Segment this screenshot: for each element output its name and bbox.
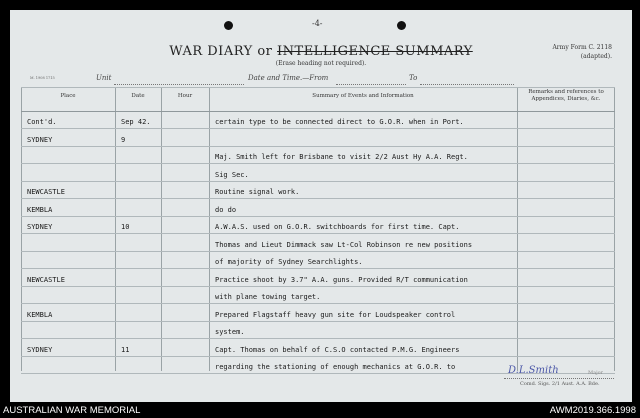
diary-sheet (10, 10, 632, 402)
row-summary: Thomas and Lieut Dimmack saw Lt-Col Robinson re new positions (215, 240, 473, 249)
unit-rule (114, 84, 244, 85)
row-rule (21, 163, 615, 164)
row-rule (21, 181, 615, 182)
col-header-place: Place (60, 93, 76, 99)
row-rule (21, 338, 615, 339)
col-header-summary: Summary of Events and Information (312, 93, 414, 99)
row-rule (21, 198, 615, 199)
unit-label: Unit (96, 74, 112, 82)
header-rule (21, 111, 615, 112)
signature-rank: Major (588, 370, 604, 376)
row-place: SYDNEY (27, 135, 53, 144)
punch-hole-right (397, 21, 406, 30)
form-code: M. 1908 1715 (30, 76, 55, 80)
title-intelligence-summary: INTELLIGENCE SUMMARY (277, 44, 473, 59)
form-reference (552, 43, 612, 61)
col-border (517, 87, 518, 371)
punch-hole-left (224, 21, 233, 30)
col-header-hour: Hour (177, 93, 193, 99)
row-summary: A.W.A.S. used on G.O.R. switchboards for first time. Capt. (215, 223, 460, 231)
row-place: SYDNEY (27, 223, 53, 231)
row-date: 9 (121, 135, 126, 144)
row-summary: Routine signal work. (215, 188, 300, 196)
row-place: SYDNEY (27, 345, 53, 354)
footer-institution: AUSTRALIAN WAR MEMORIAL (3, 405, 141, 416)
col-border (209, 87, 210, 371)
col-border (21, 87, 22, 371)
row-summary: do do (215, 205, 237, 214)
to-label: To (409, 74, 418, 82)
row-summary: with plane towing target. (215, 293, 321, 301)
row-place: KEMBLA (27, 310, 53, 319)
form-reference-line2: (adapted). (580, 53, 612, 60)
row-summary: regarding the stationing of enough mechanics at G.O.R. to (215, 363, 456, 371)
row-date: 10 (121, 223, 130, 231)
row-summary: Practice shoot by 3.7" A.A. guns. Provided R/T communication (215, 275, 468, 284)
col-border (115, 87, 116, 371)
diary-title (10, 44, 632, 59)
row-summary: system. (215, 328, 245, 336)
title-or: or (257, 44, 273, 59)
row-place: Cont'd. (27, 118, 57, 126)
col-header-remarks: Remarks and references to Appendices, Diaries, &c. (528, 89, 604, 102)
footer-accession: AWM2019.366.1998 (549, 405, 636, 416)
signature-caption: Comd. Sigs. 2/1 Aust. A.A. Bde. (520, 381, 600, 387)
row-date: 11 (121, 345, 130, 354)
row-summary: Maj. Smith left for Brisbane to visit 2/2 Aust Hy A.A. Regt. (215, 153, 468, 161)
row-summary: Sig Sec. (215, 170, 249, 179)
date-time-label: Date and Time.—From (248, 74, 329, 82)
row-summary: Capt. Thomas on behalf of C.S.O contacted P.M.G. Engineers (215, 345, 460, 354)
col-border (161, 87, 162, 371)
row-place: KEMBLA (27, 205, 53, 214)
row-rule (21, 128, 615, 129)
date-from-rule (336, 84, 406, 85)
row-summary: of majority of Sydney Searchlights. (215, 258, 363, 266)
row-rule (21, 268, 615, 269)
row-summary: Prepared Flagstaff heavy gun site for Loudspeaker control (215, 310, 456, 319)
row-rule (21, 233, 615, 234)
diary-table (21, 87, 615, 371)
row-rule (21, 321, 615, 322)
row-place: NEWCASTLE (27, 275, 65, 284)
row-date: Sep 42. (121, 118, 151, 126)
row-rule (21, 303, 615, 304)
row-rule (21, 286, 615, 287)
col-border (614, 87, 615, 371)
row-rule (21, 356, 615, 357)
signature-rule (504, 378, 614, 379)
col-header-date: Date (131, 93, 145, 99)
unit-line (18, 74, 618, 86)
row-summary: certain type to be connected direct to G.O.R. when in Port. (215, 118, 464, 126)
row-rule (21, 146, 615, 147)
form-reference-line1: Army Form C. 2118 (552, 44, 612, 51)
signature: D.L.Smith (508, 365, 559, 376)
page-number: -4- (312, 19, 323, 28)
title-war-diary: WAR DIARY (169, 44, 253, 59)
table-top-rule (21, 87, 615, 88)
row-place: NEWCASTLE (27, 188, 65, 196)
row-rule (21, 251, 615, 252)
row-rule (21, 216, 615, 217)
title-subtitle: (Erase heading not required). (275, 60, 367, 67)
date-to-rule (420, 84, 514, 85)
